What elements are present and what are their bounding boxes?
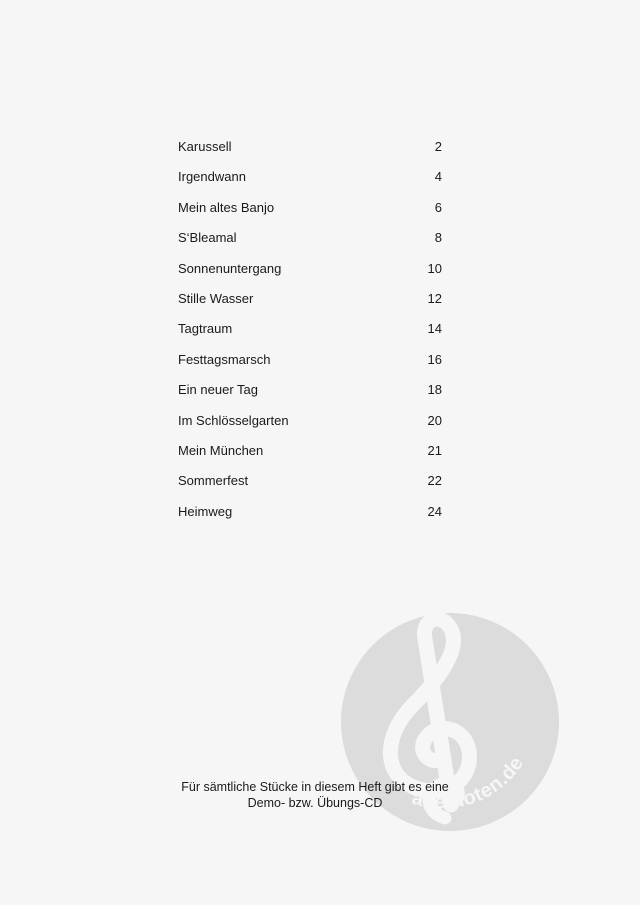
toc-entry-page: 16: [427, 351, 442, 367]
toc-entry: [178, 381, 442, 411]
toc-entry-page: 8: [434, 230, 442, 246]
toc-entry-page: 12: [427, 290, 442, 306]
toc-entry-page: 6: [434, 199, 442, 215]
toc-entry: [178, 412, 442, 442]
toc-entry-title: Karussell: [178, 139, 232, 154]
toc-entry-title: Sonnenuntergang: [178, 260, 282, 276]
footer-note-line-1: Für sämtliche Stücke in diesem Heft gibt es eine: [181, 780, 449, 794]
toc-entry-page: 14: [427, 321, 442, 337]
toc-entry-title: Irgendwann: [178, 169, 246, 185]
toc-entry-page: 24: [427, 503, 442, 519]
toc-entry: [178, 290, 442, 320]
toc-entry-title: Stille Wasser: [178, 290, 254, 306]
toc-entry-title: Festtagsmarsch: [178, 351, 271, 367]
toc-entry: [178, 442, 442, 472]
toc-entry-page: 18: [427, 382, 442, 398]
toc-entry: [178, 320, 442, 350]
table-of-contents: [178, 138, 442, 533]
toc-entry: [178, 260, 442, 290]
toc-entry-title: Mein altes Banjo: [178, 199, 275, 215]
toc-entry: [178, 168, 442, 198]
toc-entry-page: 10: [427, 260, 442, 276]
toc-entry-title: Im Schlösselgarten: [178, 412, 289, 428]
toc-entry-title: Ein neuer Tag: [178, 382, 258, 398]
toc-entry-title: Mein München: [178, 442, 264, 458]
toc-entry: [178, 199, 442, 229]
toc-entry: [178, 472, 442, 502]
toc-entry: [178, 351, 442, 381]
toc-entry-title: Heimweg: [178, 503, 233, 519]
toc-entry-title: S‘Bleamal: [178, 230, 237, 246]
toc-entry-page: 2: [434, 139, 442, 154]
watermark-text: alle-noten.de: [409, 752, 529, 814]
toc-entry-title: Tagtraum: [178, 321, 233, 337]
footer-note-line-2: Demo- bzw. Übungs-CD: [247, 796, 383, 810]
toc-entry-page: 4: [434, 169, 442, 185]
toc-entry: [178, 229, 442, 259]
footer-note: [130, 779, 500, 811]
toc-entry: [178, 138, 442, 168]
toc-entry: [178, 503, 442, 533]
toc-entry-page: 21: [427, 442, 442, 458]
toc-entry-page: 20: [427, 412, 442, 428]
toc-entry-page: 22: [427, 473, 442, 489]
toc-entry-title: Sommerfest: [178, 473, 249, 489]
